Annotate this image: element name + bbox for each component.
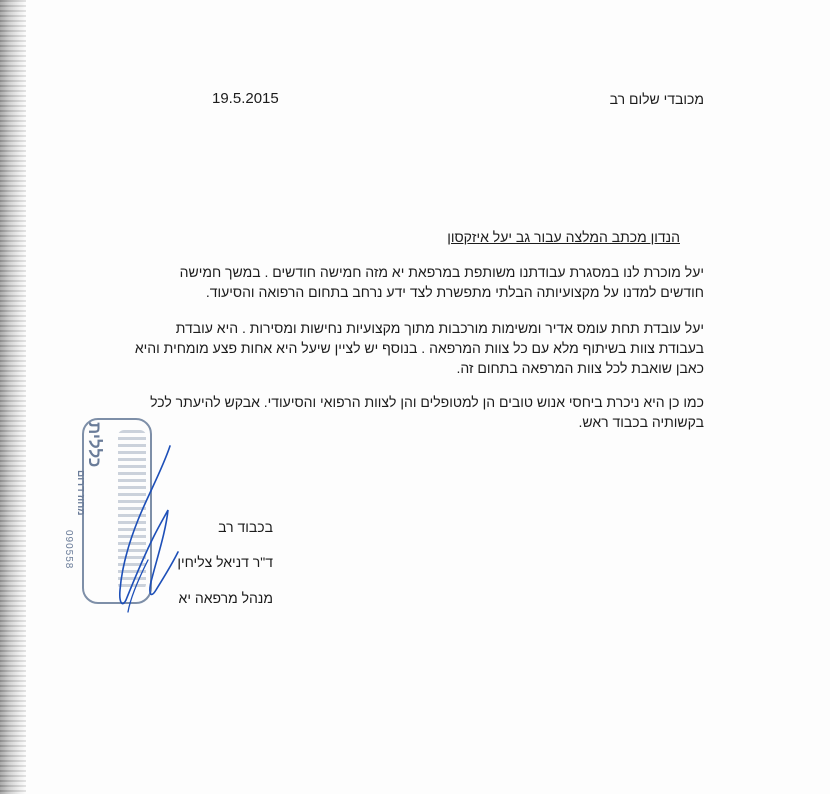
scan-edge-shadow bbox=[0, 0, 26, 794]
paragraph-line: כמו כן היא ניכרת ביחסי אנוש טובים הן למטופלים והן לצוות הרפואי והסיעודי. אבקש להיעתר לכל bbox=[150, 394, 704, 410]
stamp-logo-text: כללית bbox=[85, 422, 104, 468]
paragraph-line: חודשים למדנו על מקצועיותה הבלתי מתפשרת לצד ידע נרחב בתחום הרפואה והסיעוד. bbox=[205, 284, 704, 300]
stamp-district-text: מחוז דרום bbox=[75, 470, 86, 516]
signer-title: מנהל מרפאה יא bbox=[178, 590, 273, 606]
paragraph-line: יעל מוכרת לנו במסגרת עבודתנו משותפת במרפאת יא מזה חמישה חודשים . במשך חמישה bbox=[179, 264, 704, 280]
paragraph-line: בקשותיה בכבוד ראש. bbox=[578, 414, 704, 430]
stamp-number: 090558 bbox=[63, 530, 74, 570]
letter-subject: הנדון מכתב המלצה עבור גב יעל איזקסון bbox=[447, 229, 680, 245]
signer-name: ד"ר דניאל צליחין bbox=[177, 554, 273, 570]
paragraph-line: בעבודת צוות בשיתוף מלא עם כל צוות המרפאה . בנוסף יש לציין שיעל היא אחות פצע מומחית והיא bbox=[134, 340, 704, 356]
letter-date: 19.5.2015 bbox=[212, 90, 279, 107]
closing-text: בכבוד רב bbox=[218, 519, 273, 535]
paragraph-3 bbox=[104, 392, 704, 432]
letter-greeting: מכובדי שלום רב bbox=[609, 91, 704, 107]
handwritten-signature bbox=[108, 440, 188, 620]
paragraph-1 bbox=[104, 262, 704, 302]
paragraph-line: כאבן שואבת לכל צוות המרפאה בתחום זה. bbox=[456, 360, 704, 376]
paragraph-line: יעל עובדת תחת עומס אדיר ומשימות מורכבות מתוך מקצועיות נחישות ומסירות . היא עובדת bbox=[175, 320, 704, 336]
paragraph-2 bbox=[104, 318, 704, 378]
